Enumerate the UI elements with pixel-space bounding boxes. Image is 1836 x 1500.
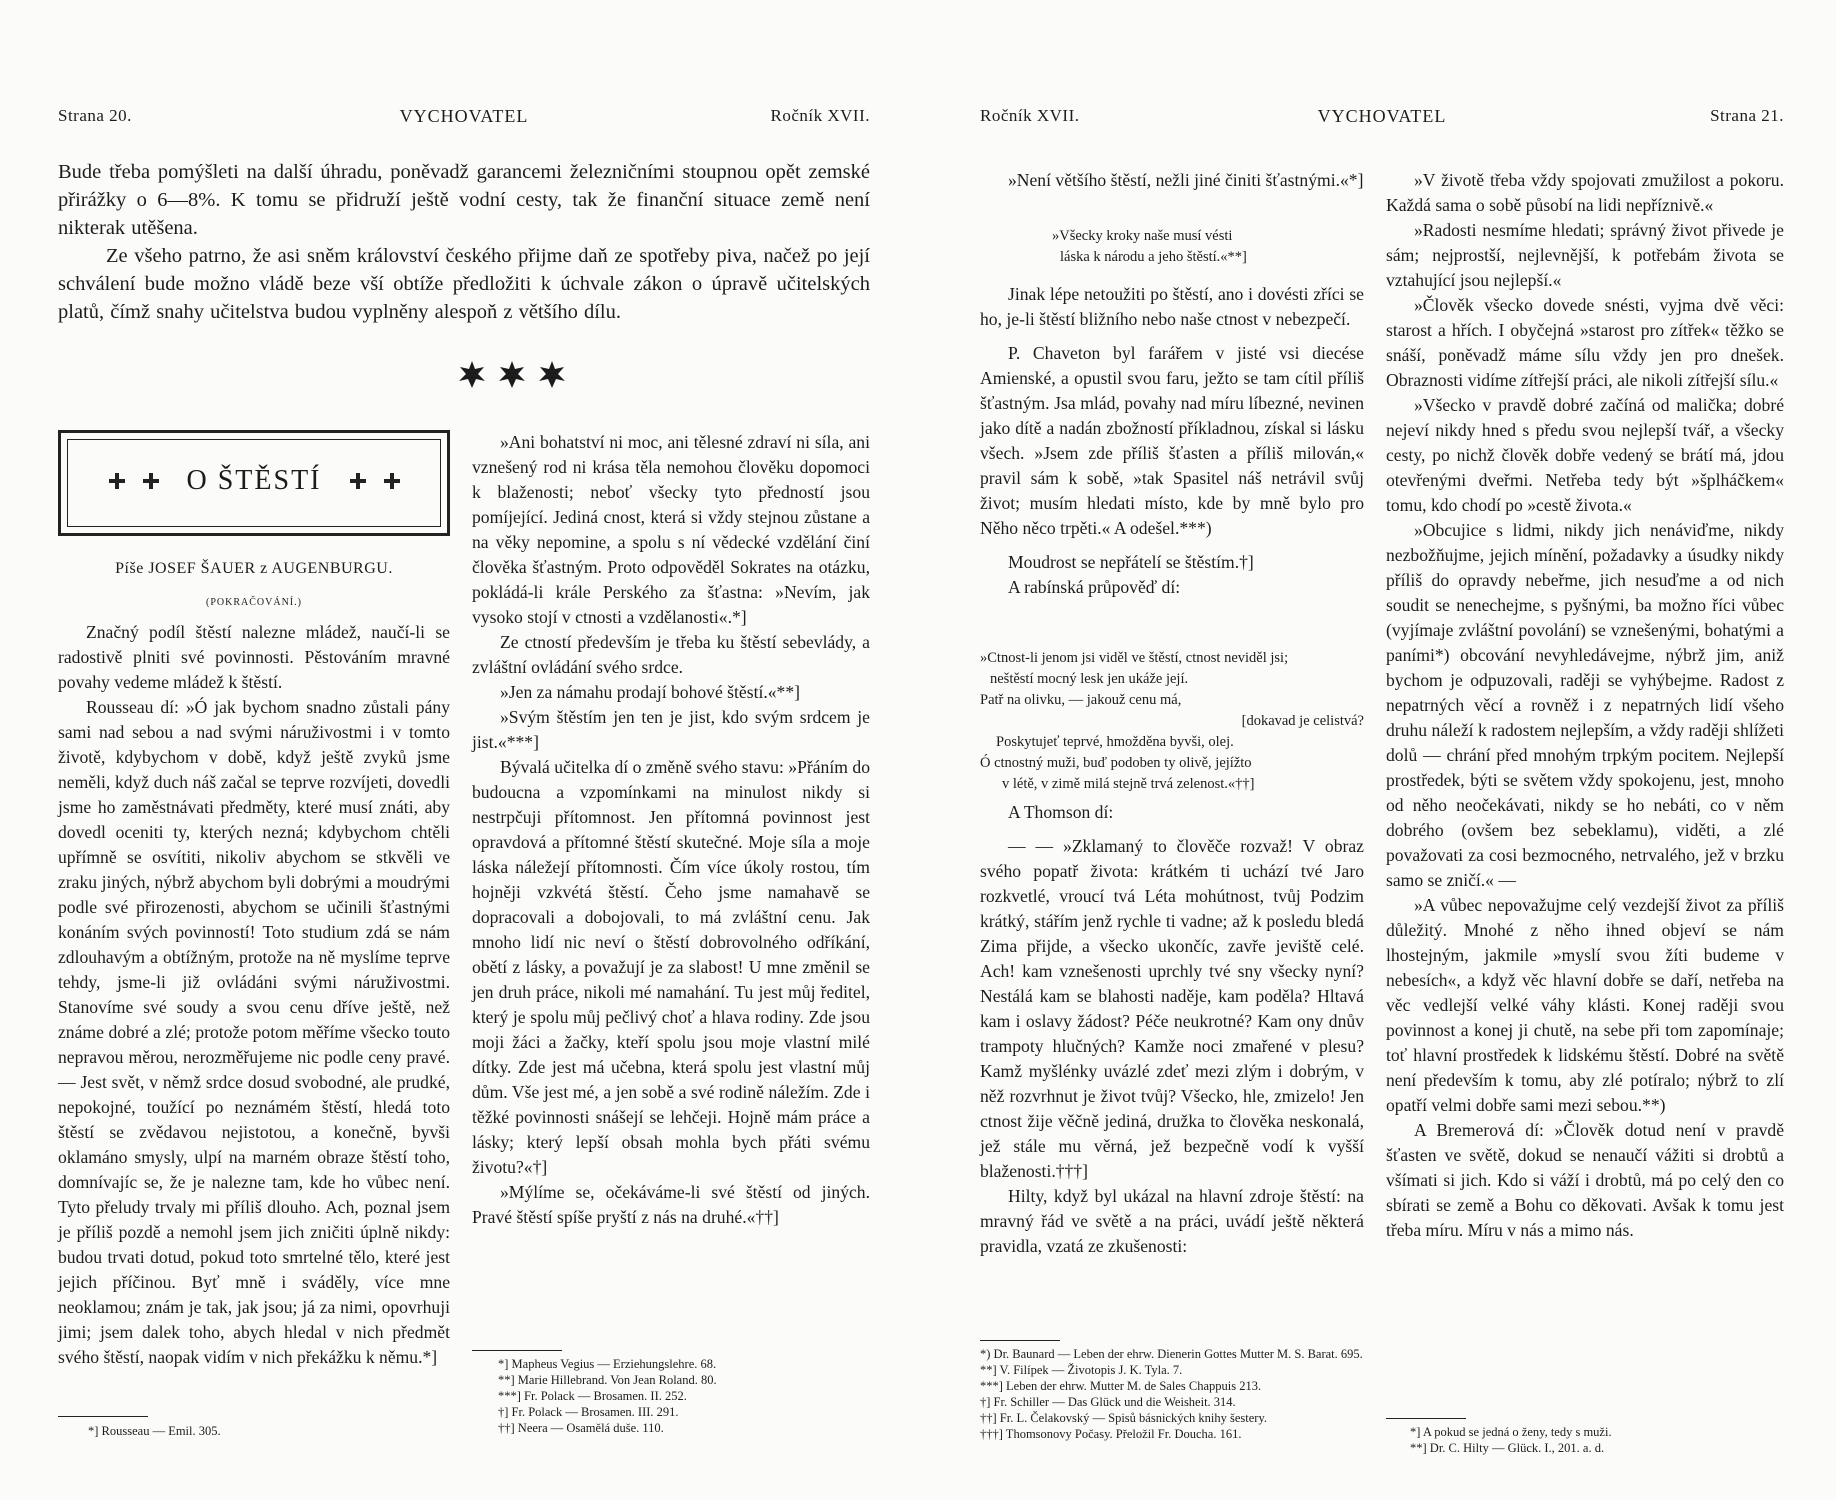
- paragraph: Hilty, když byl ukázal na hlavní zdroje štěstí: na mravný řád ve světě a na práci, uvádí ještě některá pravidla, vzatá ze zkušenosti:: [980, 1186, 1364, 1256]
- paragraph: »Jen za námahu prodají bohové štěstí.«**]: [500, 682, 800, 702]
- article-title: O ŠTĚSTÍ: [186, 465, 322, 496]
- paragraph: Jinak lépe netoužiti po štěstí, ano i dovésti zříci se ho, je-li štěstí bližního nebo naše ctnost v nebezpečí.: [980, 284, 1364, 329]
- footnote: ††] Neera — Osamělá duše. 110.: [498, 1421, 664, 1435]
- volume-label: Ročník XVII.: [980, 106, 1080, 125]
- left-column-1: [58, 620, 450, 1370]
- rabbinic-verse: [980, 648, 1364, 795]
- verse-line: Poskytujeť teprvé, hmožděna byvši, olej.: [996, 734, 1234, 750]
- paragraph: Bude třeba pomýšleti na další úhradu, poněvadž garancemi železničními stoupnou opět zemské přirážky o 6—8%. K tomu se přidruží ještě vodní cesty, tak že finanční situace země není nikterak utěšena.: [58, 161, 870, 239]
- footnote-rule: [980, 1340, 1060, 1341]
- footnote-rule: [1386, 1418, 1466, 1419]
- footnote: **] V. Filípek — Životopis J. K. Tyla. 7.: [980, 1363, 1183, 1377]
- journal-title: VYCHOVATEL: [399, 106, 529, 126]
- paragraph: »V životě třeba vždy spojovati zmužilost a pokoru. Každá sama o sobě působí na lidi nepříznivě.«: [1386, 170, 1784, 215]
- paragraph: »Všecko v pravdě dobré začíná od malička; dobré nejeví nikdy hned s předu svou nejlepší tvář, a všecky cesty, po nichž člověk dobře vedený se brátí má, jdou otevřenými dveřmi. Netřeba tedy být »šplháčkem« tomu, kdo chodí po »cestě života.«: [1386, 395, 1784, 515]
- paragraph: — — »Zklamaný to člověče rozvaž! V obraz svého popatř života: krátkém ti uchází tvé Jaro rozkvetlé, vroucí tvá Léta mohútnost, tvůj Podzim krátký, stářím jenž rychle ti vadne; až k posledu bledá Zima přijde, a všecko ukončíc, zavře jeviště celé. Ach! kam vznešenosti uprchly tvé sny všecky nyní? Nestálá kam se blahosti naděje, kam poděla? Hltavá kam i oslavy žádost? Péče neukrotné? Kam ony dnův trampoty hlučných? Kamže noci zmařené v plesu? Kamž myšlénky uvázlé zdeť mezi zlým i dobrým, v něž rozvrhnut je život tvůj? Všecko, hle, zmizelo! Jen ctnost žije věčně jediná, družka to člověka neskonalá, jež stále mu věrná, jež bezpečně vodí k vyšší blaženosti.†††]: [980, 836, 1364, 1181]
- paragraph: A Thomson dí:: [1008, 802, 1114, 822]
- footnote: †] Fr. Schiller — Das Glück und die Weisheit. 314.: [980, 1395, 1236, 1409]
- paragraph: Ze ctností především je třeba ku štěstí sebevlády, a zvláštní ovládání svého srdce.: [472, 632, 870, 677]
- left-column-2: [472, 430, 870, 1230]
- continued-label: (POKRAČOVÁNÍ.): [206, 597, 302, 608]
- footnotes: [980, 1346, 1364, 1442]
- right-column-1-thomson: [980, 800, 1364, 1259]
- page-number: Strana 20.: [58, 106, 132, 125]
- verse-quote: [1052, 226, 1364, 268]
- paragraph: »Radosti nesmíme hledati; správný život přivede je sám; nejprostší, nejlevnější, k potřebám života se vztahující jsou nejlepší.«: [1386, 220, 1784, 290]
- footnote: ***] Leben der ehrw. Mutter M. de Sales Chappuis 213.: [980, 1379, 1262, 1393]
- cross-ornament-icon: [109, 473, 125, 489]
- paragraph: Rousseau dí: »Ó jak bychom snadno zůstali pány sami nad sebou a nad svými náruživostmi i v tomto životě, kdybychom v době, když ještě zvyků jsme neměli, když duch náš začal se teprve rozvíjeti, dovedli jsme ho zaměstnávati předměty, které musí znáti, aby dovedl oceniti ty, kterých nezná; kdybychom chtěli upřímně se osvítiti, nikoliv abychom se stkvěli ve zraku jiných, nýbrž abychom byli dobrými a moudrými podle své přirozenosti, abychom se učinili šťastnými konáním svých povinností! Toto studium zdá se nám zdlouhavým a obtížným, protože na ně myslíme teprve tehdy, jsme-li již ovládáni svými náruživostmi. Stanovíme své soudy a svou cenu dříve ještě, než známe dobré a zlé; protože potom měříme všecko touto nepravou měrou, nerozměřujeme nic podle ceny pravé. — Jest svět, v němž srdce dosud svobodné, ale prudké, nepokojné, toužící po neznámém štěstí, hledá toto štěstí se zvědavou nejistotou, a konečně, byvši oklamáno smysly, ulpí na marném obraze štěstí toho, domnívajíc se, že je nalezne tam, kde ho vůbec není. Tyto přeludy trvaly mi příliš dlouho. Ach, poznal jsem je příliš pozdě a nemohl jsem jich zničiti úplně nikdy: budou trvati dotud, pokud toto smrtelné tělo, které jest jejich příčinou. Byť mně i sváděly, více mne neoklamou; znám je tak, jak jsou; já za nimi, opovrhuji jimi; jsem dalek toho, abych hledal v nich předmět svého štěstí, naopak vidím v nich překážku k němu.*]: [58, 697, 450, 1367]
- paragraph: Bývalá učitelka dí o změně svého stavu: »Přáním do budoucna a vzpomínkami na minulost nikdy si nestrpčuji přítomnost. Jen přítomná povinnost jest opravdová a přítomné štěstí skutečné. Moje síla a moje láska náležejí přítomnosti. Čím více úkoly rostou, tím hojněji vzkvétá štěstí. Čeho jsme namahavě se dopracovali a dobojovali, to má zvláštní cenu. Jak mnoho lidí nic neví o štěstí dobrovolného odříkání, obětí z lásky, a považují je za slabost! U mne změnil se jen druh práce, nikoli mé namahání. Tu jest můj ředitel, který je spolu můj pečlivý choť a hlava rodiny. Zde jsou moji žáci a žačky, kteří spolu jsou moje vlastní milé dítky. Zde jest má učebna, která spolu jest vlastní můj dům. Vše jest mé, a jen sobě a své rodině náležím. Zde i těžké povinnosti snášejí se lehčeji. Hojně mám práce a lásky; který lepší obsah mohla bych přáti svému životu?«†]: [472, 757, 870, 1177]
- verse-line: Patř na olivku, — jakouž cenu má,: [980, 692, 1182, 708]
- verse-line: »Všecky kroky naše musí vésti: [1052, 228, 1233, 244]
- footnotes: [498, 1356, 870, 1436]
- verse-line: »Ctnost-li jenom jsi viděl ve štěstí, ctnost neviděl jsi;: [980, 650, 1289, 666]
- journal-title: VYCHOVATEL: [1317, 106, 1447, 126]
- footnote-rule: [472, 1350, 562, 1351]
- verse-line: [dokavad je celistvá?: [1241, 713, 1364, 729]
- title-row: [61, 461, 447, 501]
- fleuron-icon: [536, 358, 568, 390]
- fleuron-icon: [456, 358, 488, 390]
- paragraph: »Ani bohatství ni moc, ani tělesné zdraví ni síla, ani vznešený rod ni krása těla nemohou člověku dopomoci k blaženosti; neboť všecky tyto předností jsou pomíjející. Jediná cnost, která si vždy stejnou zůstane a na věky nepomine, a spolu s ní vědecké vzdělání činí člověka šťastným. Proto odpověděl Sokrates na otázku, pokládá-li krále Perského za šťastna: »Nevím, jak vysoko stojí v ctnosti a vzdělanosti«.*]: [472, 432, 870, 627]
- footnote: *) Dr. Baunard — Leben der ehrw. Dienerin Gottes Mutter M. S. Barat. 695.: [980, 1347, 1363, 1361]
- paragraph: Značný podíl štěstí nalezne mládež, naučí-li se radostivě plniti své povinnosti. Pěstováním mravné povahy vedeme mládež k štěstí.: [58, 622, 450, 692]
- footnote: **] Marie Hillebrand. Von Jean Roland. 80.: [498, 1373, 717, 1387]
- footnote-rule: [58, 1416, 148, 1417]
- article-title-box: [58, 430, 450, 536]
- footnotes: [88, 1423, 450, 1439]
- footnotes: [1410, 1424, 1784, 1456]
- paragraph: »Člověk všecko dovede snésti, vyjma dvě věci: starost a hřích. I obyčejná »starost pro zítřek« těžko se snáší, poněvadž máme sílu vždy jen pro dnešek. Obraznosti vidíme zítřejší práci, ale nikoli zítřejší sílu.«: [1386, 295, 1784, 390]
- paragraph: »Obcujice s lidmi, nikdy jich nenáviďme, nikdy nezbožňujme, jejich mínění, požadavky a úsudky nikdy příliš do opravdy nebeřme, jich nesuďme a od nich soudit se nenechejme, s pyšnými, ba možno říci vůbec (vyjímaje zvláštní povolání) se vznešenými, bohatými a paními*) obcování nevyhledávejme, nýbrž jim, aniž bychom je odpuzovali, raději se vyhýbejme. Radost z nepatrných věcí a rovněž i z nepatrných lidí všeho druhu náleží k radostem nejlepším, a vždy raději shlížeti dolů — chrání před mnohým trpkým pocitem. Nejlepší prostředek, býti se světem vždy spokojenu, jest, mnoho od něho neočekávati, nikdy se ho nebáti, co v něm dobrého (ovšem bez sebeklamu), viděti, a zlé považovati za cosi bezmocného, netrvalého, jež v brzku samo se zničí.« —: [1386, 520, 1784, 890]
- paragraph: Moudrost se nepřátelí se štěstím.†]: [1008, 552, 1254, 572]
- footnote: †] Fr. Polack — Brosamen. III. 291.: [498, 1405, 679, 1419]
- right-column-2: [1386, 168, 1784, 1243]
- running-head: [58, 106, 870, 130]
- page-number: Strana 21.: [1710, 106, 1784, 125]
- verse-line: neštěstí mocný lesk jen ukáže její.: [990, 671, 1189, 687]
- verse-line: láska k národu a jeho štěstí.«**]: [1060, 249, 1247, 265]
- cross-ornament-icon: [143, 473, 159, 489]
- volume-label: Ročník XVII.: [770, 106, 870, 125]
- paragraph: P. Chaveton byl farářem v jisté vsi diecése Amienské, a opustil svou faru, ježto se tam cítil příliš šťastným. Jsa mlád, povahy nad míru líbezné, nevinen jako dítě a nadán zbožností příkladnou, získal si lásku všech. »Jsem zde příliš šťasten a příliš milován,« pravil sám k sobě, »tak Spasitel náš netrávil svůj život; musím hledati místo, kde by mně bylo pro Něho něco trpěti.« A odešel.***): [980, 343, 1364, 538]
- verse-line: Ó ctnostný muži, buď podoben ty olivě, jejížto: [980, 755, 1252, 771]
- right-column-1: [980, 168, 1364, 193]
- paragraph: A rabínská průpověď dí:: [1008, 577, 1181, 597]
- cross-ornament-icon: [350, 473, 366, 489]
- footnote: **] Dr. C. Hilty — Glück. I., 201. a. d.: [1410, 1441, 1605, 1455]
- intro-text: [58, 158, 870, 326]
- footnote: ††] Fr. L. Čelakovský — Spisů básnických knihy šestery.: [980, 1411, 1268, 1425]
- section-ornament: [456, 356, 568, 392]
- paragraph: »A vůbec nepovažujme celý vezdejší život za příliš důležitý. Mnohé z něho ihned objeví se nám lhostejným, jakmile »myslí svou žíti budeme v nebesích«, a když věc hlavní dobře se daří, netřeba na věc vedlejší velké váhy klásti. Konej raději svou povinnost a konej ji chutě, na sebe při tom zapomínaje; toť hlavní prostředek k lidskému štěstí. Dobré na světě není především k tomu, aby zlé potíralo; nýbrž to zlí opatří velmi dobře sami mezi sebou.**): [1386, 895, 1784, 1115]
- fleuron-icon: [496, 358, 528, 390]
- paragraph: »Není většího štěstí, nežli jiné činiti šťastnými.«*]: [1008, 170, 1364, 190]
- right-column-1-cont: [980, 282, 1364, 600]
- footnote: †††] Thomsonovy Počasy. Přeložil Fr. Doucha. 161.: [980, 1427, 1242, 1441]
- paragraph: »Mýlíme se, očekáváme-li své štěstí od jiných. Pravé štěstí spíše pryští z nás na druhé.«††]: [472, 1182, 870, 1227]
- footnote: ***] Fr. Polack — Brosamen. II. 252.: [498, 1389, 687, 1403]
- left-page: [58, 0, 870, 1500]
- footnote: *] Mapheus Vegius — Erziehungslehre. 68.: [498, 1357, 717, 1371]
- running-head: [980, 106, 1784, 130]
- footnote: *] A pokud se jedná o ženy, tedy s muži.: [1410, 1425, 1612, 1439]
- verse-line: v létě, v zimě milá stejně trvá zelenost.«††]: [1002, 776, 1255, 792]
- footnote: *] Rousseau — Emil. 305.: [88, 1424, 221, 1438]
- cross-ornament-icon: [384, 473, 400, 489]
- paragraph: »Svým štěstím jen ten je jist, kdo svým srdcem je jist.«***]: [472, 707, 870, 752]
- article-author: Píše JOSEF ŠAUER z AUGENBURGU.: [115, 560, 393, 577]
- paragraph: Ze všeho patrno, že asi sněm království českého přijme daň ze spotřeby piva, načež po její schválení bude možno vládě beze vší obtíže předložiti k úchvale zákon o úpravě učitelských platů, čímž snahy učitelstva budou vyplněny alespoň z většího dílu.: [58, 245, 870, 323]
- paragraph: A Bremerová dí: »Člověk dotud není v pravdě šťasten ve světě, dokud se nenaučí vážiti si drobtů a všímati si jich. Kdo si váží i drobtů, má po celý den co sbírati se země a Bohu co děkovati. Avšak k tomu jest třeba míru. Míru v nás a mimo nás.: [1386, 1120, 1784, 1240]
- right-page: [980, 0, 1784, 1500]
